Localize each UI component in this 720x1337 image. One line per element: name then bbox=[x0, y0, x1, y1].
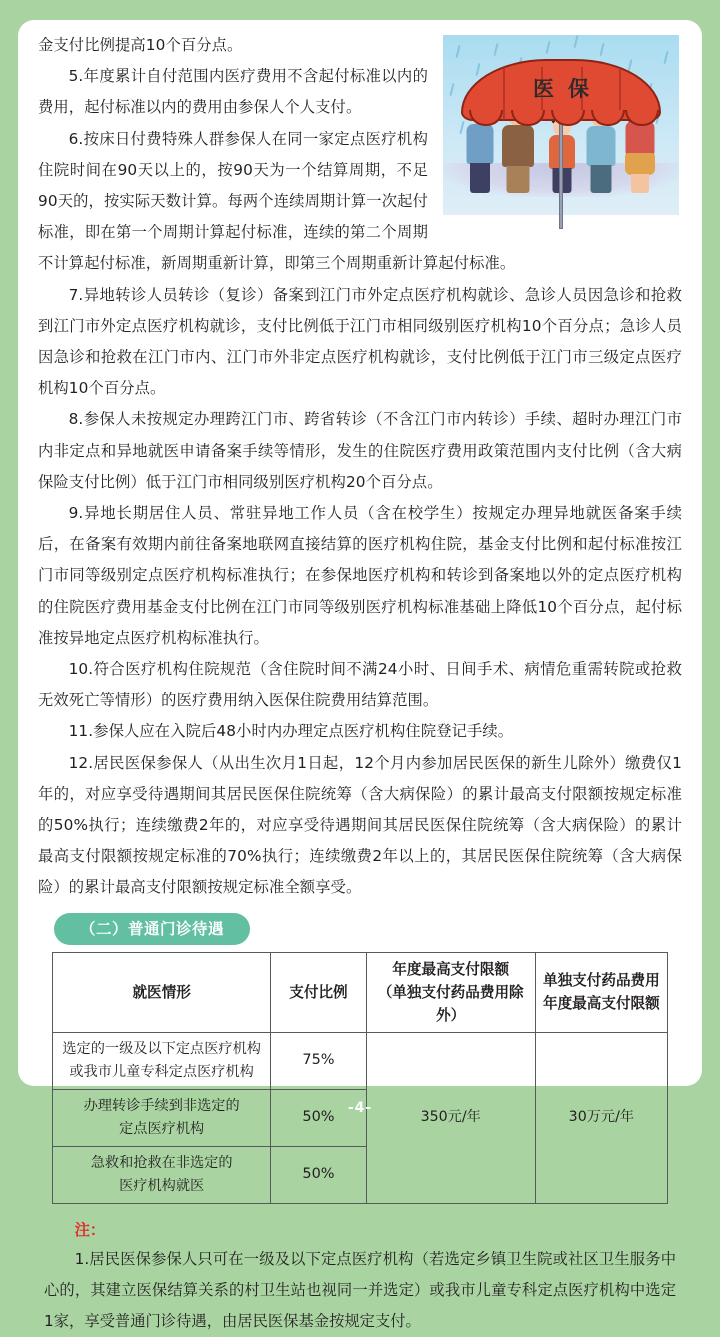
table-header-separate-drug-limit bbox=[535, 952, 667, 1032]
paragraph-item-12: 12.居民医保参保人（从出生次月1日起，12个月内参加居民医保的新生儿除外）缴费仅1年的，对应享受待遇期间其居民医保住院统筹（含大病保险）的累计最高支付限额按规定标准的50%执行；连续缴费2年的，对应享受待遇期间其居民医保住院统筹（含大病保险）的累计最高支付限额按规定标准的70%执行；连续缴费2年以上的，其居民医保住院统筹（含大病保险）的累计最高支付限额按规定标准全额享受。 bbox=[38, 753, 682, 897]
cell-payment-ratio: 50% bbox=[271, 1146, 366, 1203]
paragraph-item-8: 8.参保人未按规定办理跨江门市、跨省转诊（不含江门市内转诊）手续、超时办理江门市内非定点和异地就医申请备案手续等情形，发生的住院医疗费用政策范围内支付比例（含大病保险支付比例）低于江门市相同级别医疗机构20个百分点。 bbox=[38, 410, 682, 491]
paragraph-item-9: 9.异地长期居住人员、常驻异地工作人员（含在校学生）按规定办理异地就医备案手续后，在备案有效期内前往备案地联网直接结算的医疗机构住院，基金支付比例和起付标准按江门市同等级别定点医疗机构标准执行；在参保地医疗机构和转诊到备案地以外的定点医疗机构的住院医疗费用基金支付比例在江门市同等级别医疗机构标准基础上降低10个百分点，起付标准按异地定点医疗机构标准执行。 bbox=[38, 504, 682, 647]
situation-line-1: 急救和抢救在非选定的 bbox=[90, 1154, 233, 1171]
paragraph-continuation: 金支付比例提高10个百分点。 bbox=[38, 36, 243, 54]
paper-content bbox=[18, 20, 702, 1330]
situation-line-2: 医疗机构就医 bbox=[119, 1177, 205, 1194]
umbrella-pole bbox=[559, 111, 563, 229]
header-line-1: 年度最高支付限额 bbox=[392, 960, 510, 978]
cell-situation bbox=[53, 1032, 271, 1089]
table-header-payment-ratio: 支付比例 bbox=[271, 952, 366, 1032]
situation-line-2: 定点医疗机构 bbox=[119, 1120, 205, 1137]
umbrella-canopy bbox=[461, 59, 661, 121]
benefits-table-wrapper bbox=[38, 952, 682, 1204]
header-line-2: （单独支付药品费用除外） bbox=[377, 983, 524, 1024]
umbrella-label: 医保 bbox=[533, 77, 603, 101]
page-number: -4- bbox=[347, 1100, 373, 1116]
cell-situation bbox=[53, 1089, 271, 1146]
note-item-1: 1.居民医保参保人只可在一级及以下定点医疗机构（若选定乡镇卫生院或社区卫生服务中心的，其建立医保结算关系的村卫生站也视同一并选定）或我市儿童专科定点医疗机构中选定1家，享受普通门诊待遇，由居民医保基金按规定支付。 bbox=[44, 1249, 676, 1330]
cell-annual-max-limit: 350元/年 bbox=[366, 1032, 535, 1203]
notes-section bbox=[38, 1204, 682, 1337]
header-line-2: 年度最高支付限额 bbox=[542, 995, 660, 1013]
paragraph-item-6: 6.按床日付费特殊人群参保人在同一家定点医疗机构住院时间在90天以上的，按90天为一个结算周期，不足90天的，按实际天数计算。每两个连续周期计算一次起付标准，即在第一个周期计算起付标准，连续的第二个周期不计算起付标准，新周期重新计算，即第三个周期重新计算起付标准。 bbox=[38, 129, 516, 273]
paragraph-item-7: 7.异地转诊人员转诊（复诊）备案到江门市外定点医疗机构就诊、急诊人员因急诊和抢救到江门市外定点医疗机构就诊，支付比例低于江门市相同级别医疗机构10个百分点；急诊人员因急诊和抢救在江门市内、江门市外非定点医疗机构就诊，支付比例低于江门市三级定点医疗机构10个百分点。 bbox=[38, 285, 682, 398]
situation-line-2: 或我市儿童专科定点医疗机构 bbox=[69, 1063, 254, 1080]
cell-situation bbox=[53, 1146, 271, 1203]
table-row bbox=[53, 1032, 668, 1089]
table-header-situation: 就医情形 bbox=[53, 952, 271, 1032]
situation-line-1: 办理转诊手续到非选定的 bbox=[83, 1097, 240, 1114]
cell-payment-ratio: 75% bbox=[271, 1032, 366, 1089]
section-badge-row bbox=[38, 904, 682, 952]
table-header-annual-max-limit bbox=[366, 952, 535, 1032]
outpatient-benefits-table bbox=[52, 952, 668, 1204]
notes-title: 注： bbox=[74, 1220, 106, 1239]
paragraph-item-11: 11.参保人应在入院后48小时内办理定点医疗机构住院登记手续。 bbox=[68, 722, 514, 741]
header-line-1: 单独支付药品费用 bbox=[542, 972, 660, 990]
umbrella-icon bbox=[461, 59, 661, 129]
paragraph-item-10: 10.符合医疗机构住院规范（含住院时间不满24小时、日间手术、病情危重需转院或抢救无效死亡等情形）的医疗费用纳入医保住院费用结算范围。 bbox=[38, 660, 682, 710]
cell-payment-ratio: 50% bbox=[271, 1089, 366, 1146]
cell-separate-drug-limit: 30万元/年 bbox=[535, 1032, 667, 1203]
situation-line-1: 选定的一级及以下定点医疗机构 bbox=[62, 1040, 261, 1057]
medical-insurance-umbrella-illustration bbox=[440, 32, 682, 218]
section-badge-outpatient-benefits: （二）普通门诊待遇 bbox=[54, 913, 250, 945]
paper-panel bbox=[18, 20, 702, 1330]
paragraph-item-5: 5.年度累计自付范围内医疗费用不含起付标准以内的费用，起付标准以内的费用由参保人个人支付。 bbox=[38, 67, 428, 117]
table-header-row bbox=[53, 952, 668, 1032]
